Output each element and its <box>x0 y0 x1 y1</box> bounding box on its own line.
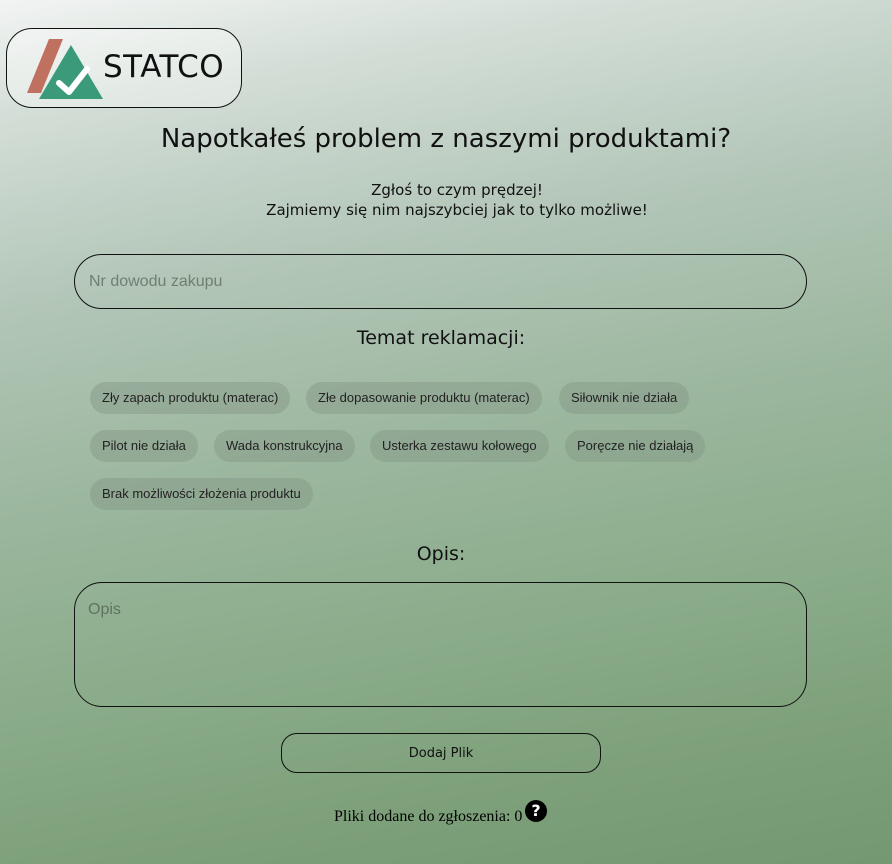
topic-chip-bad-fit[interactable]: Złe dopasowanie produktu (materac) <box>306 382 542 414</box>
topic-chip-actuator[interactable]: Siłownik nie działa <box>559 382 689 414</box>
page-subtitle-line-2: Zajmiemy się nim najszybciej jak to tylko możliwe! <box>266 201 648 219</box>
logo[interactable] <box>6 28 242 108</box>
topic-chip-wheel-set[interactable]: Usterka zestawu kołowego <box>370 430 549 462</box>
statco-logo-icon <box>21 37 105 101</box>
topic-chip-construction-defect[interactable]: Wada konstrukcyjna <box>214 430 355 462</box>
topic-chip-assembly[interactable]: Brak możliwości złożenia produktu <box>90 478 313 510</box>
logo-text: STATCO <box>103 49 225 85</box>
purchase-proof-input[interactable] <box>74 254 807 309</box>
description-textarea[interactable] <box>74 582 807 707</box>
add-file-button[interactable]: Dodaj Plik <box>281 733 601 773</box>
page-title: Napotkałeś problem z naszymi produktami? <box>160 124 732 154</box>
topic-chip-handrails[interactable]: Poręcze nie działają <box>565 430 705 462</box>
question-circle-icon[interactable]: ? <box>525 800 547 822</box>
topic-chip-bad-smell[interactable]: Zły zapach produktu (materac) <box>90 382 290 414</box>
topic-label: Temat reklamacji: <box>356 327 526 349</box>
files-added-text: Pliki dodane do zgłoszenia: 0 <box>334 808 523 825</box>
description-label: Opis: <box>416 543 466 565</box>
page-subtitle-line-1: Zgłoś to czym prędzej! <box>371 181 543 199</box>
topic-chip-remote[interactable]: Pilot nie działa <box>90 430 198 462</box>
